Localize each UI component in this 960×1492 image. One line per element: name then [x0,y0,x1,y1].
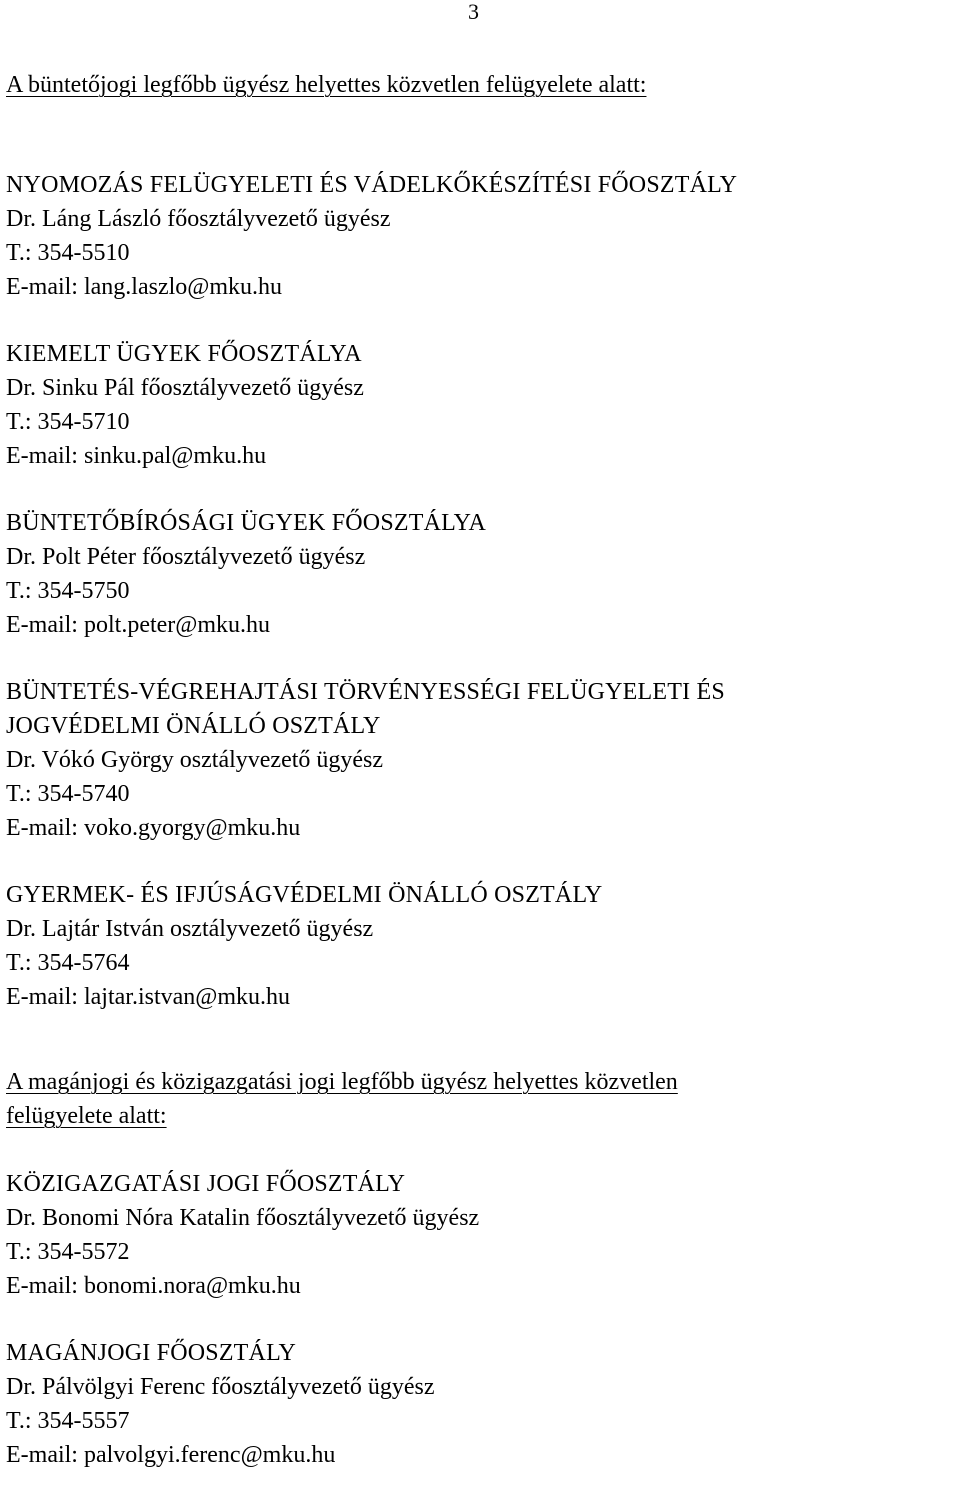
department-criminal-court-cases [6,506,956,642]
department-name: KIEMELT ÜGYEK FŐOSZTÁLYA [6,341,362,367]
department-phone: T.: 354-5750 [6,578,130,604]
department-head: Dr. Polt Péter főosztályvezető ügyész [6,544,366,570]
department-email: E-mail: voko.gyorgy@mku.hu [6,815,301,841]
department-phone: T.: 354-5740 [6,781,130,807]
department-email: E-mail: bonomi.nora@mku.hu [6,1273,301,1299]
page-number: 3 [468,0,479,24]
department-administrative-law [6,1167,956,1303]
department-phone: T.: 354-5710 [6,409,130,435]
department-private-law [6,1336,956,1472]
department-email: E-mail: palvolgyi.ferenc@mku.hu [6,1442,336,1468]
department-name: BÜNTETŐBÍRÓSÁGI ÜGYEK FŐOSZTÁLYA [6,510,486,536]
department-head: Dr. Pálvölgyi Ferenc főosztályvezető ügyész [6,1374,435,1400]
department-investigation-supervision [6,168,956,304]
department-priority-cases [6,337,956,473]
department-email: E-mail: lajtar.istvan@mku.hu [6,984,291,1010]
group-intro-criminal: A büntetőjogi legfőbb ügyész helyettes közvetlen felügyelete alatt: [6,72,647,98]
department-child-youth-protection [6,878,956,1014]
department-name: NYOMOZÁS FELÜGYELETI ÉS VÁDELKŐKÉSZÍTÉSI FŐOSZTÁLY [6,172,738,198]
department-phone: T.: 354-5557 [6,1408,130,1434]
department-name-line1: BÜNTETÉS-VÉGREHAJTÁSI TÖRVÉNYESSÉGI FELÜGYELETI ÉS [6,679,725,705]
department-name-line2: JOGVÉDELMI ÖNÁLLÓ OSZTÁLY [6,713,381,739]
department-phone: T.: 354-5764 [6,950,130,976]
document-body [6,68,956,1472]
department-head: Dr. Bonomi Nóra Katalin főosztályvezető ügyész [6,1205,480,1231]
group-intro-civil-admin-line1: A magánjogi és közigazgatási jogi legfőbb ügyész helyettes közvetlen [6,1069,678,1095]
department-head: Dr. Láng László főosztályvezető ügyész [6,206,391,232]
department-email: E-mail: sinku.pal@mku.hu [6,443,267,469]
department-email: E-mail: polt.peter@mku.hu [6,612,271,638]
department-name: KÖZIGAZGATÁSI JOGI FŐOSZTÁLY [6,1171,406,1197]
department-head: Dr. Sinku Pál főosztályvezető ügyész [6,375,364,401]
department-phone: T.: 354-5510 [6,240,130,266]
department-email: E-mail: lang.laszlo@mku.hu [6,274,283,300]
group-intro-civil-admin-line2: felügyelete alatt: [6,1103,167,1129]
department-head: Dr. Lajtár István osztályvezető ügyész [6,916,374,942]
department-penal-enforcement [6,675,956,845]
department-head: Dr. Vókó György osztályvezető ügyész [6,747,384,773]
department-name: GYERMEK- ÉS IFJÚSÁGVÉDELMI ÖNÁLLÓ OSZTÁLY [6,882,603,908]
department-phone: T.: 354-5572 [6,1239,130,1265]
department-name: MAGÁNJOGI FŐOSZTÁLY [6,1340,297,1366]
